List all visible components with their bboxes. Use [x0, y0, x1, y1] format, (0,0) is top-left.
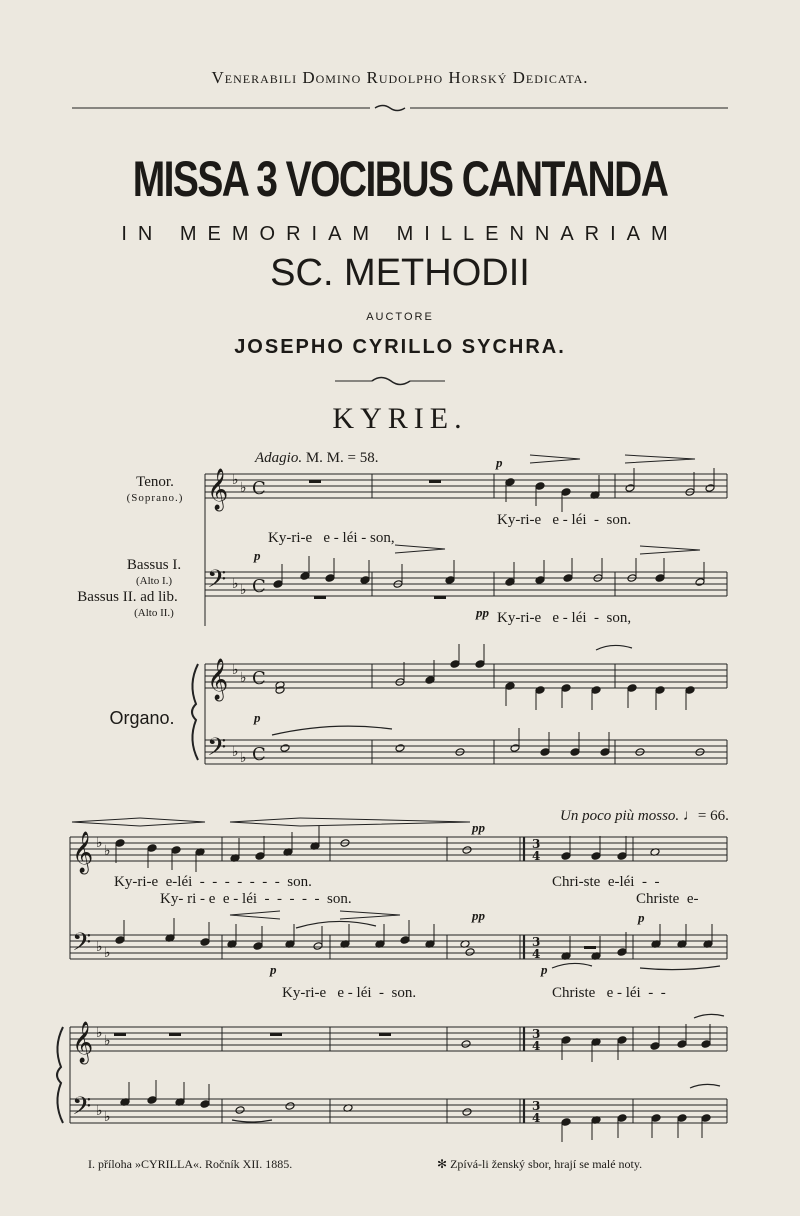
footer-note-text: Zpívá-li ženský sbor, hrají se malé noty. [450, 1157, 643, 1171]
flat-icon: ♭ [104, 945, 111, 961]
note [617, 852, 627, 861]
treble-clef-icon: 𝄞 [207, 469, 229, 510]
common-time-icon: C [252, 478, 266, 499]
crescendo-hairpin [230, 818, 300, 826]
bassus1-alt-label: (Alto I.) [135, 575, 173, 587]
note [655, 574, 665, 583]
note [360, 576, 370, 585]
dynamic-p: p [254, 710, 261, 725]
lyric-alto-christe: Christe e- [636, 891, 699, 907]
time-signature-denominator: 4 [532, 947, 541, 961]
flat-icon: ♭ [104, 1109, 111, 1125]
note [561, 488, 571, 497]
lyric-tenor-christe: Chri-ste e-léi - - [552, 874, 660, 890]
whole-rest [434, 596, 446, 599]
note [235, 1106, 245, 1115]
mass-dedicatee: SC. METHODII [270, 252, 530, 294]
bass-clef-icon: 𝄢 [72, 1092, 92, 1127]
crescendo-hairpin [230, 911, 280, 919]
slur [296, 921, 376, 928]
note [395, 744, 405, 753]
note [171, 846, 181, 855]
note [695, 578, 705, 587]
note [591, 852, 601, 861]
note [147, 1096, 157, 1105]
note [540, 748, 550, 757]
note [563, 574, 573, 583]
whole-rest [169, 1033, 181, 1036]
note [462, 846, 472, 855]
dynamic-p: p [270, 962, 277, 977]
time-signature-numerator: 3 [532, 935, 541, 949]
slur [690, 1084, 720, 1088]
treble-clef-icon: 𝄞 [207, 659, 229, 700]
tie [232, 1120, 272, 1122]
lyric-alto: Ky- ri - e e - léi - - - - - son. [160, 891, 352, 907]
note [561, 852, 571, 861]
note [625, 484, 635, 493]
note [627, 684, 637, 693]
note [461, 1040, 471, 1049]
time-signature-denominator: 4 [532, 1111, 541, 1125]
note [685, 686, 695, 695]
decrescendo-hairpin [395, 545, 445, 553]
note [617, 1036, 627, 1045]
note [147, 844, 157, 853]
whole-rest [584, 946, 596, 949]
flat-icon: ♭ [96, 835, 103, 851]
note [200, 938, 210, 947]
time-signature-numerator: 3 [532, 837, 541, 851]
note [445, 576, 455, 585]
flat-icon: ♭ [96, 939, 103, 955]
slur [694, 1014, 724, 1018]
flat-icon: ♭ [240, 480, 247, 496]
flat-icon: ♭ [104, 1033, 111, 1049]
decrescendo-hairpin [530, 455, 580, 463]
note [273, 580, 283, 589]
whole-rest [114, 1033, 126, 1036]
dynamic-p: p [496, 455, 503, 470]
dynamic-pp: pp [472, 820, 485, 835]
note-symbol: ♩ [682, 808, 698, 824]
bassus1-label: Bassus I. [126, 557, 182, 573]
flat-icon: ♭ [96, 1103, 103, 1119]
note [561, 1118, 571, 1127]
note [705, 484, 715, 493]
lyric-tenor-entry: Ky-ri-e e - léi - son, [268, 530, 395, 546]
metronome-text: = 66. [697, 808, 729, 824]
whole-rest [314, 596, 326, 599]
tempo-text: Un poco più mosso. [560, 808, 680, 824]
slur [640, 966, 720, 970]
common-time-icon: C [252, 744, 266, 765]
note [462, 1108, 472, 1117]
flat-icon: ♭ [96, 1025, 103, 1041]
note [535, 686, 545, 695]
flat-icon: ♭ [104, 843, 111, 859]
organ-label: Organo. [109, 708, 175, 728]
dynamic-p: p [638, 910, 645, 925]
note [617, 1114, 627, 1123]
treble-clef-icon: 𝄞 [72, 832, 94, 873]
tenor-label: Tenor. [136, 474, 174, 490]
decrescendo-hairpin [300, 818, 470, 826]
note [475, 660, 485, 669]
note [450, 660, 460, 669]
note [561, 1036, 571, 1045]
note [115, 839, 125, 848]
whole-rest [309, 480, 321, 483]
common-time-icon: C [252, 576, 266, 597]
whole-rest [270, 1033, 282, 1036]
note [677, 1114, 687, 1123]
flat-icon: ♭ [232, 744, 239, 760]
time-signature-denominator: 4 [532, 1039, 541, 1053]
note [505, 682, 515, 691]
movement-title: KYRIE. [332, 402, 468, 435]
note [600, 748, 610, 757]
dedication: Venerabili Domino Rudolpho Horský Dedicata. [211, 68, 589, 87]
mass-title: MISSA 3 VOCIBUS CANTANDA [132, 151, 668, 207]
slur [552, 963, 592, 968]
dynamic-p: p [541, 962, 548, 977]
crescendo-hairpin [72, 818, 140, 826]
note [300, 572, 310, 581]
organ-brace-icon [57, 1027, 63, 1123]
note [115, 936, 125, 945]
note [255, 852, 265, 861]
decrescendo-hairpin [625, 455, 695, 463]
mass-subtitle: IN MEMORIAM MILLENNARIAM [121, 223, 679, 245]
note [425, 676, 435, 685]
footer-note: ✻ Zpívá-li ženský sbor, hrají se malé noty. [437, 1157, 643, 1171]
organ-brace-icon [192, 664, 198, 760]
note [701, 1040, 711, 1049]
lyric-bass: Ky-ri-e e - léi - son, [497, 610, 632, 626]
decrescendo-hairpin [140, 818, 205, 826]
note [677, 1040, 687, 1049]
note [561, 684, 571, 693]
flat-icon: ♭ [240, 750, 247, 766]
dynamic-pp: pp [476, 605, 489, 620]
composer-name: JOSEPHO CYRILLO SYCHRA. [234, 336, 566, 358]
note [591, 686, 601, 695]
lyric-bass: Ky-ri-e e - léi - son. [282, 985, 417, 1001]
tenor-alt-label: (Soprano.) [126, 492, 184, 504]
flat-icon: ♭ [240, 582, 247, 598]
metronome-text: M. M. = 58. [305, 450, 379, 466]
time-signature-numerator: 3 [532, 1099, 541, 1113]
note [617, 948, 627, 957]
decrescendo-hairpin [640, 546, 700, 554]
bass-clef-icon: 𝄢 [72, 928, 92, 963]
common-time-icon: C [252, 668, 266, 689]
note [535, 576, 545, 585]
note [465, 948, 475, 957]
bass-clef-icon: 𝄢 [207, 733, 227, 768]
lyric-tenor: Ky-ri-e e-léi - - - - - - - son. [114, 874, 312, 890]
dynamic-p: p [254, 548, 261, 563]
note [285, 1102, 295, 1111]
lyric-bass-christe: Christe e - léi - - [552, 985, 666, 1001]
footer-source: I. příloha »CYRILLA«. Ročník XII. 1885. [88, 1157, 293, 1171]
note [510, 744, 520, 753]
whole-rest [429, 480, 441, 483]
auctore-label: AUCTORE [366, 311, 434, 323]
flat-icon: ♭ [232, 472, 239, 488]
flat-icon: ♭ [232, 576, 239, 592]
treble-clef-icon: 𝄞 [72, 1022, 94, 1063]
note [701, 1114, 711, 1123]
decrescendo-hairpin [340, 911, 400, 919]
time-signature-denominator: 4 [532, 849, 541, 863]
flat-icon: ♭ [240, 670, 247, 686]
note [650, 1042, 660, 1051]
bassus2-alt-label: (Alto II.) [134, 607, 174, 619]
note [535, 482, 545, 491]
slur [272, 726, 392, 735]
note [570, 748, 580, 757]
flat-icon: ♭ [232, 662, 239, 678]
tempo-text: Adagio. [255, 450, 303, 466]
time-signature-numerator: 3 [532, 1027, 541, 1041]
note [651, 1114, 661, 1123]
note [505, 578, 515, 587]
note [280, 744, 290, 753]
bass-clef-icon: 𝄢 [207, 565, 227, 600]
note [505, 478, 515, 487]
note [325, 574, 335, 583]
note [400, 936, 410, 945]
bassus2-label: Bassus II. ad lib. [77, 589, 178, 605]
note [655, 686, 665, 695]
note [253, 942, 263, 951]
dynamic-pp: pp [472, 908, 485, 923]
note [313, 942, 323, 951]
note [200, 1100, 210, 1109]
lyric-tenor: Ky-ri-e e - léi - son. [497, 512, 632, 528]
whole-rest [379, 1033, 391, 1036]
slur [596, 645, 632, 650]
